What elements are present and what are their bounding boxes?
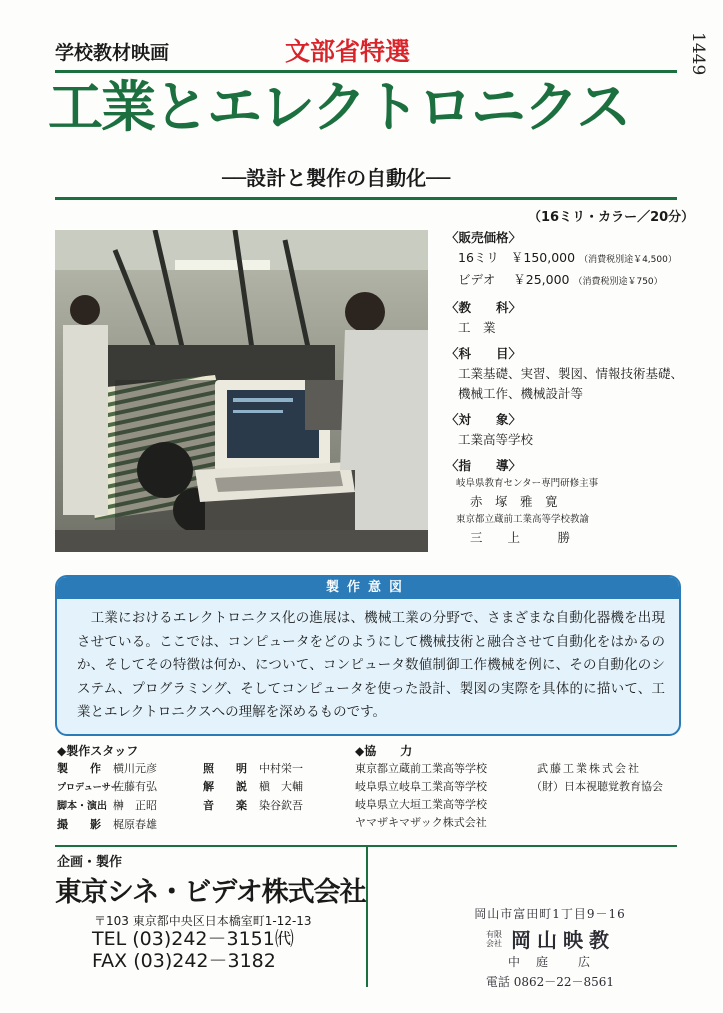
price-media: ビデオ <box>458 272 496 287</box>
price-row <box>446 248 683 270</box>
cooperation-item: 武藤工業株式会社 <box>537 762 641 775</box>
subject-value: 工 業 <box>458 320 496 335</box>
cooperation-section <box>355 742 487 832</box>
title-rule <box>55 197 677 200</box>
staff-heading: ◆製作スタッフ <box>57 744 139 758</box>
top-rule <box>55 70 677 73</box>
film-format: （16ミリ・カラー／20分） <box>528 210 695 225</box>
course-line: 工業基礎、実習、製図、情報技術基礎、 <box>458 366 684 381</box>
company-type: 有限会社 <box>486 929 502 948</box>
cooperation-item: 岐阜県立大垣工業高等学校 <box>355 798 487 811</box>
page-title: 工業とエレクトロニクス <box>48 75 630 139</box>
price-tax: （消費税別途￥4,500） <box>579 255 677 265</box>
staff-row <box>57 816 303 834</box>
tel-number: TEL (03)242－3151㈹ <box>92 928 294 950</box>
cooperation-heading: ◆協 力 <box>355 744 413 758</box>
staff-role: 製 作 <box>57 762 101 775</box>
cooperation-item: 岐阜県立岐阜工業高等学校 <box>355 780 487 793</box>
producer-company: 東京シネ・ビデオ株式会社 <box>55 877 366 908</box>
photo-illustration <box>55 230 428 552</box>
intent-body: 工業におけるエレクトロニクス化の進展は、機械工業の分野で、さまざまな自動化器機を出現させている。ここでは、コンピュータをどのようにして機械技術と融合させて自動化をはかるのか、そしてその特徴は何か、について、コンピュータ数値制御工作機械を例に、その自動化のシステム、プログラミング、そしてコンピュータを使った設計、製図の実際を具体的に描いて、工業とエレクトロニクスへの理解を深めるものです。 <box>77 610 665 720</box>
guide-org: 東京都立蔵前工業高等学校教諭 <box>456 514 590 525</box>
producer-phone <box>92 928 294 972</box>
staff-row <box>57 760 303 778</box>
price-tax: （消費税別途￥750） <box>573 277 663 287</box>
footer-divider <box>366 847 368 987</box>
producer-address: 〒103 東京都中央区日本橋室町1-12-13 <box>94 914 312 928</box>
distributor-stamp <box>440 905 660 990</box>
staff-name: 横川元彦 <box>113 762 157 775</box>
classroom-photo <box>55 230 428 552</box>
category-label: 学校教材映画 <box>55 42 170 64</box>
distributor-person: 中 庭 広 <box>507 955 592 969</box>
staff-row <box>57 797 303 816</box>
staff-role: 音 楽 <box>203 799 247 812</box>
staff-role: 脚本・演出 <box>57 801 107 812</box>
price-row <box>446 270 683 292</box>
subject-heading: 〈教 科〉 <box>446 300 522 315</box>
distributor-address: 岡山市富田町1丁目9－16 <box>474 907 626 921</box>
target-heading: 〈対 象〉 <box>446 412 522 427</box>
price-value: ￥25,000 <box>513 272 570 287</box>
info-panel <box>446 228 683 548</box>
staff-name: 佐藤有弘 <box>113 780 157 793</box>
price-media: 16ミリ <box>458 250 499 265</box>
staff-role: 撮 影 <box>57 818 101 831</box>
staff-role: 照 明 <box>203 762 247 775</box>
staff-role: プロデューサー <box>57 783 120 793</box>
staff-section <box>57 742 303 834</box>
cooperation-item: 東京都立蔵前工業高等学校 <box>355 762 487 775</box>
production-intent-box <box>55 575 681 736</box>
cooperation-item: （財）日本視聴覚教育協会 <box>531 780 663 793</box>
intent-heading: 製作意図 <box>57 577 679 599</box>
staff-role: 解 説 <box>203 780 247 793</box>
staff-name: 染谷欽吾 <box>259 799 303 812</box>
fax-number: FAX (03)242－3182 <box>92 950 276 972</box>
staff-name: 中村栄一 <box>259 762 303 775</box>
guide-heading: 〈指 導〉 <box>446 458 522 473</box>
course-line: 機械工作、機械設計等 <box>458 386 584 401</box>
distributor-phone: 電話 0862－22－8561 <box>485 975 615 989</box>
subtitle: ──設計と製作の自動化── <box>222 166 451 190</box>
plan-label: 企画・製作 <box>57 855 123 870</box>
distributor-company-line <box>440 924 660 953</box>
distributor-company: 岡山映教 <box>511 928 615 952</box>
staff-name: 梶原春雄 <box>113 818 157 831</box>
target-value: 工業高等学校 <box>458 432 534 447</box>
price-value: ￥150,000 <box>510 250 576 265</box>
staff-row <box>57 778 303 797</box>
handwritten-number: 1449 <box>688 32 708 76</box>
staff-name: 槇 大輔 <box>259 780 303 793</box>
cooperation-right <box>531 760 663 796</box>
guide-org: 岐阜県教育センター専門研修主事 <box>456 478 599 489</box>
guide-name: 赤 塚 雅 寛 <box>470 494 558 509</box>
cooperation-item: ヤマザキマザック株式会社 <box>355 816 487 829</box>
course-heading: 〈科 目〉 <box>446 346 522 361</box>
staff-name: 榊 正昭 <box>113 799 157 812</box>
ministry-selection: 文部省特選 <box>285 37 411 66</box>
price-heading: 〈販売価格〉 <box>446 230 522 245</box>
guide-name: 三 上 勝 <box>470 530 571 545</box>
